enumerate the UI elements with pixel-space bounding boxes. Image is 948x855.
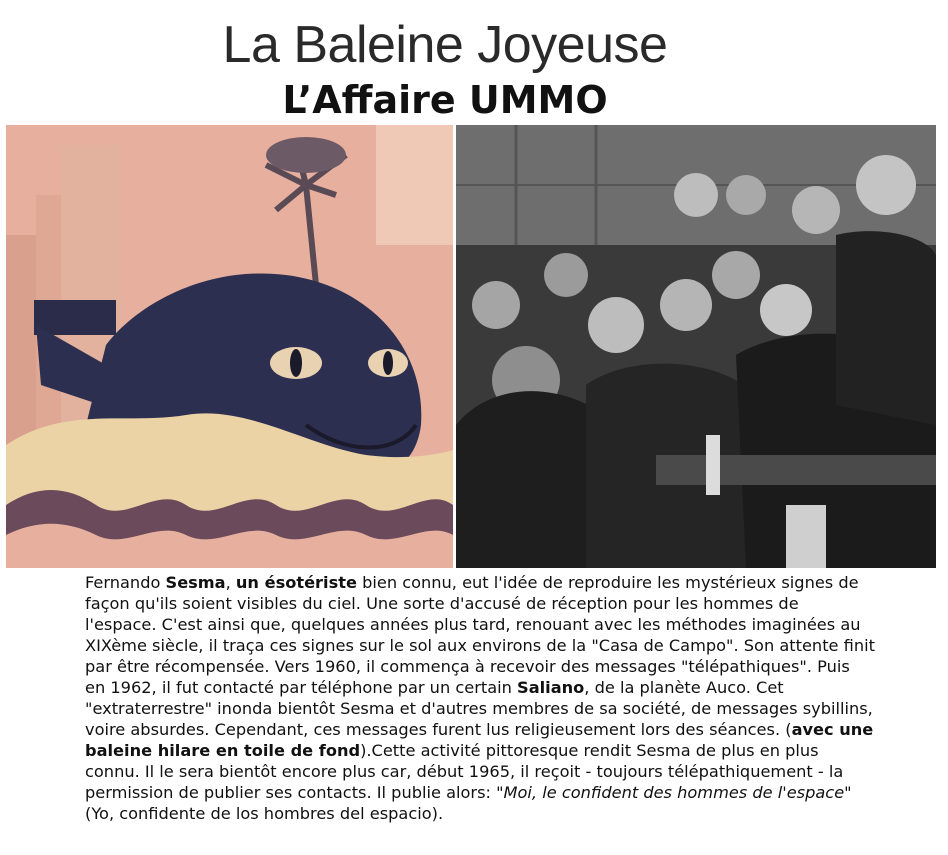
article-text: ).Cette activité pittoresque rendit Sesma de plus en plus connu. Il le sera bientôt encore plus car, début 1965, il reçoit - toujours télépathiquement - la permission de publier ses contacts. Il publie alors: <box>85 741 844 802</box>
article-text: bien connu, eut l'idée de reproduire les mystérieux signes de façon qu'ils soient visibles du ciel. Une sorte d'accusé de réception pour les hommes de l'espace. C'est ainsi que, quelques années plus tard, renouant avec les méthodes imaginées au XIXème siècle, il traça ces signes sur le sol aux environs de la "Casa de Campo". Son attente finit par être récompensée. Vers 1960, il commença à recevoir des messages "télépathiques". Puis en 1962, il fut contacté par téléphone par un certain <box>85 573 875 697</box>
article-italic-quote: "Moi, le confident des hommes de l'espace" <box>496 783 852 802</box>
article-bold-name: Sesma <box>165 573 226 592</box>
page-title: La Baleine Joyeuse <box>222 16 668 74</box>
article-bold-phrase: avec une baleine hilare en toile de fond <box>85 720 874 760</box>
article-text: Fernando <box>85 573 166 592</box>
whale-painting-image <box>6 125 453 568</box>
page-subtitle: L’Affaire UMMO <box>282 78 608 122</box>
article-text: , de la planète Auco. Cet "extraterrestre" inonda bientôt Sesma et d'autres membres de sa société, de messages sybillins, voire absurdes. Cependant, ces messages furent lus religieusement lors des séances. ( <box>85 678 873 739</box>
article-text: (Yo, confidente de los hombres del espacio). <box>85 804 444 823</box>
group-photo-image <box>456 125 936 568</box>
article-bold-name: Saliano <box>517 678 585 697</box>
article-text: , <box>225 573 236 592</box>
article-bold-phrase: un ésotériste <box>235 573 357 592</box>
article-body <box>85 572 875 824</box>
